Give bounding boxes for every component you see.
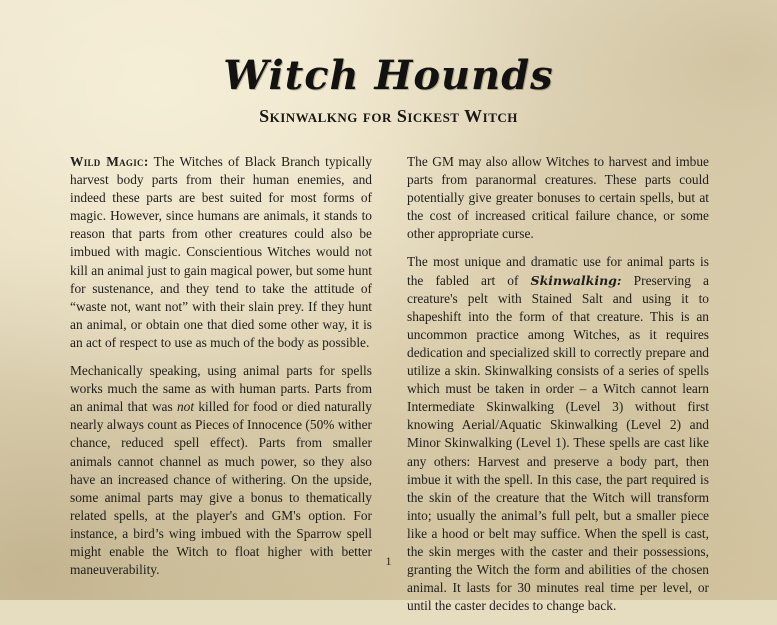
term-skinwalking: Skinwalking: (530, 272, 622, 288)
left-column (70, 153, 372, 589)
emphasis-not: not (176, 399, 195, 415)
section-lead-wild-magic: Wild Magic: (70, 154, 149, 169)
paragraph-text: killed for food or died naturally nearly always count as Pieces of Innocence (50% wither chance, reduced spell effect). Parts from smaller animals cannot channel as much power, so they also have an increased chance of withering. On the upside, some animal parts may give a bonus to thematically related spells, at the player's and GM's option. For instance, a bird’s wing imbued with the Sparrow spell might enable the Witch to float higher with better maneuverability. (70, 399, 373, 578)
page-number: 1 (385, 554, 392, 568)
paragraph-text: Mechanically speaking, using animal parts for spells works much the same as with human parts. Parts from an animal that was (70, 363, 372, 415)
paragraph-wild-magic (70, 153, 372, 352)
paragraph-text: The Witches of Black Branch typically harvest body parts from their human enemies, and indeed these parts are best suited for most forms of magic. However, since humans are animals, it stands to reason that parts from other creatures could also be imbued with magic. Conscientious Witches would not kill an animal just to gain magical power, but some hunt for sustenance, and they tend to take the attitude of “waste not, want not” with their slain prey. If they hunt an animal, or obtain one that died some other way, it is an act of respect to use as much of the body as possible. (70, 154, 372, 350)
page-subtitle: Skinwalkng for Sickest Witch (259, 106, 518, 126)
paragraph-text: Preserving a creature's pelt with Stained Salt and using it to shapeshift into the form of that creature. This is an uncommon practice among Witches, as it requires dedication and specialized skill to correctly prepare and utilize a skin. Skinwalking consists of a series of spells which must be taken in order – a Witch cannot learn Intermediate Skinwalking (Level 3) without first knowing Aerial/Aquatic Skinwalking (Level 2) and Minor Skinwalking (Level 1). These spells are cast like any others: Harvest and preserve a body part, then imbue it with the spell. In this case, the part required is the skin of the creature that the Witch will transform into; usually the animal’s full pelt, but a smaller piece like a hood or belt may suffice. When the spell is cast, the skin merges with the caster and their possessions, granting the Witch the form and abilities of the chosen animal. It lasts for 30 minutes real time per level, or until the caster decides to change back. (407, 272, 709, 614)
paragraph-mechanics (70, 362, 372, 579)
paragraph-text: The most unique and dramatic use for animal parts is the fabled art of (407, 254, 709, 288)
paragraph-paranormal: The GM may also allow Witches to harvest and imbue parts from paranormal creatures. These parts could potentially give greater bonuses to certain spells, but at the cost of increased critical failure chance, or some other appropriate curse. (407, 154, 709, 242)
page-title: Witch Hounds (223, 52, 554, 99)
